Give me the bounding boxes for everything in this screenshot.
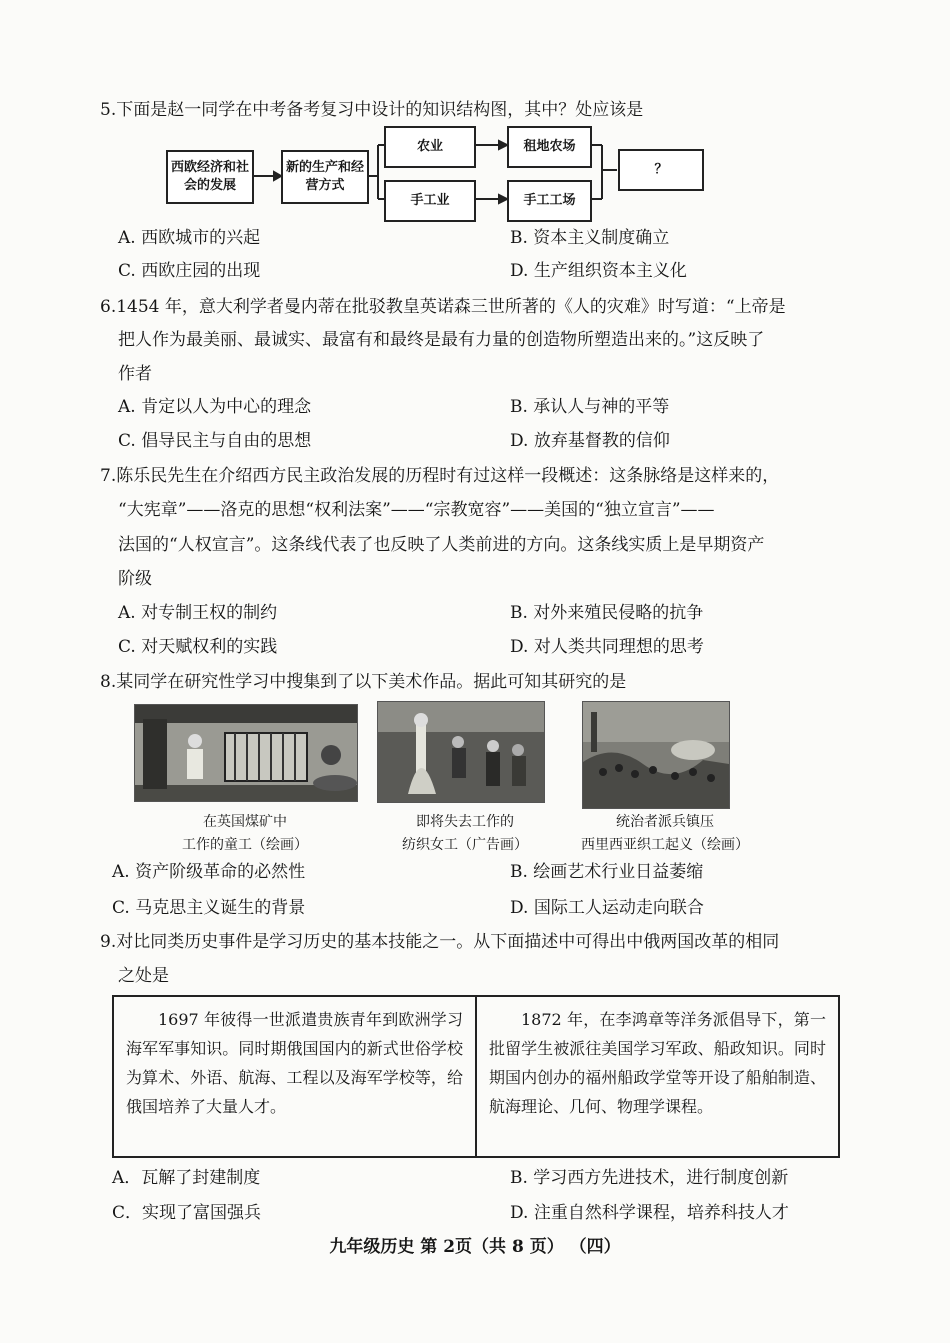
caption-2-line1: 即将失去工作的 <box>416 814 514 830</box>
diagram-box-workshop: 手工工场 <box>507 180 592 222</box>
q5-option-b: B. 资本主义制度确立 <box>510 228 670 248</box>
q9-stem-line2: 之处是 <box>118 966 169 986</box>
q5-stem: 5.下面是赵一同学在中考备考复习中设计的知识结构图，其中？处应该是 <box>100 100 644 120</box>
diagram-box-leased-farm: 租地农场 <box>507 126 592 168</box>
caption-2-line2: 纺织女工（广告画） <box>402 837 528 853</box>
q8-option-c: C. 马克思主义诞生的背景 <box>112 898 306 918</box>
diagram-box-production: 新的生产和经营方式 <box>281 150 369 204</box>
q7-option-d: D. 对人类共同理想的思考 <box>510 637 704 657</box>
q7-stem-line1: 7.陈乐民先生在介绍西方民主政治发展的历程时有过这样一段概述：这条脉络是这样来的， <box>100 466 780 486</box>
caption-1-line1: 在英国煤矿中 <box>203 814 287 830</box>
q5-option-d: D. 生产组织资本主义化 <box>510 261 687 281</box>
q9-option-c: C．实现了富国强兵 <box>112 1203 262 1223</box>
table-cell-russia: 1697 年彼得一世派遣贵族青年到欧洲学习海军军事知识。同时期俄国国内的新式世俗学校为算术、外语、航海、工程以及海军学校等，给俄国培养了大量人才。 <box>126 1010 463 1116</box>
artwork-child-labor-coal-mine <box>134 704 358 802</box>
comparison-table <box>112 995 840 1158</box>
caption-3-line1: 统治者派兵镇压 <box>616 814 714 830</box>
q6-stem-line1: 6.1454 年，意大利学者曼内蒂在批驳教皇英诺森三世所著的《人的灾难》时写道：“上帝是 <box>100 297 786 317</box>
page-footer: 九年级历史 第 2页（共 8 页） （四） <box>329 1237 621 1257</box>
diagram-box-economy: 西欧经济和社会的发展 <box>166 150 254 204</box>
q7-stem-line3: 法国的“人权宣言”。这条线代表了也反映了人类前进的方向。这条线实质上是早期资产 <box>118 535 765 555</box>
q6-option-d: D. 放弃基督教的信仰 <box>510 431 670 451</box>
diagram-box-agriculture: 农业 <box>384 126 476 168</box>
q5-option-c: C. 西欧庄园的出现 <box>118 261 261 281</box>
diagram-box-handicraft: 手工业 <box>384 180 476 222</box>
q8-option-a: A. 资产阶级革命的必然性 <box>112 862 306 882</box>
artwork-silesian-uprising <box>582 701 730 809</box>
q9-stem-line1: 9.对比同类历史事件是学习历史的基本技能之一。从下面描述中可得出中俄两国改革的相同 <box>100 932 780 952</box>
q9-option-b: B. 学习西方先进技术，进行制度创新 <box>510 1168 789 1188</box>
caption-3-line2: 西里西亚织工起义（绘画） <box>581 837 749 853</box>
artwork-silesian-drawing <box>583 702 729 808</box>
q7-stem-line4: 阶级 <box>118 569 152 589</box>
table-cell-china: 1872 年，在李鸿章等洋务派倡导下，第一批留学生被派往美国学习军政、船政知识。同时期国内创办的福州船政学堂等开设了船舶制造、航海理论、几何、物理学课程。 <box>475 997 838 1156</box>
artwork-textile-drawing <box>378 702 544 802</box>
q8-option-b: B. 绘画艺术行业日益萎缩 <box>510 862 704 882</box>
q7-option-c: C. 对天赋权利的实践 <box>118 637 278 657</box>
q5-option-a: A. 西欧城市的兴起 <box>118 228 261 248</box>
q6-stem-line3: 作者 <box>118 364 152 384</box>
caption-1-line2: 工作的童工（绘画） <box>182 837 308 853</box>
q9-option-a: A．瓦解了封建制度 <box>112 1168 261 1188</box>
q9-option-d: D. 注重自然科学课程，培养科技人才 <box>510 1203 789 1223</box>
q8-option-d: D. 国际工人运动走向联合 <box>510 898 704 918</box>
q6-stem-line2: 把人作为最美丽、最诚实、最富有和最终是最有力量的创造物所塑造出来的。”这反映了 <box>118 330 765 350</box>
q6-option-a: A. 肯定以人为中心的理念 <box>118 397 312 417</box>
q8-stem: 8.某同学在研究性学习中搜集到了以下美术作品。据此可知其研究的是 <box>100 672 627 692</box>
artwork-textile-women <box>377 701 545 803</box>
diagram-box-question: ？ <box>618 149 704 191</box>
q7-stem-line2: “大宪章”——洛克的思想“权利法案”——“宗教宽容”——美国的“独立宣言”—— <box>118 500 715 520</box>
q6-option-b: B. 承认人与神的平等 <box>510 397 670 417</box>
q7-option-b: B. 对外来殖民侵略的抗争 <box>510 603 704 623</box>
q7-option-a: A. 对专制王权的制约 <box>118 603 278 623</box>
artwork-child-labor-drawing <box>135 705 357 801</box>
q6-option-c: C. 倡导民主与自由的思想 <box>118 431 312 451</box>
